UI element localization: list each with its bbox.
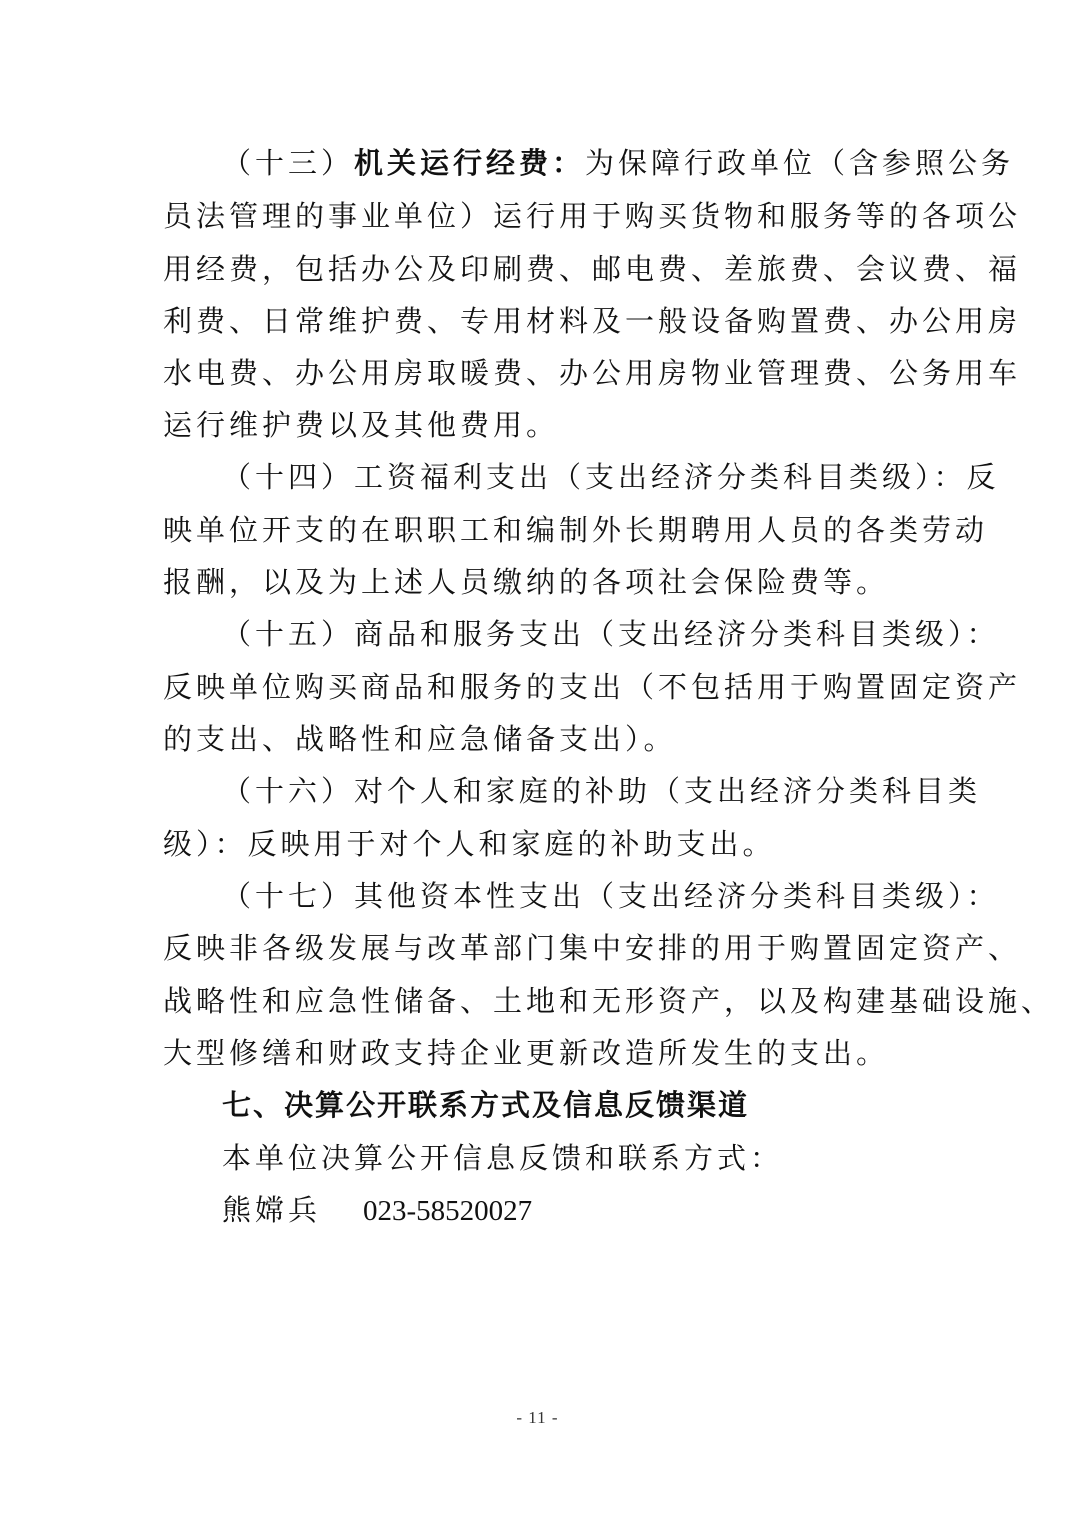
contact-name: 熊嫦兵 [222, 1193, 322, 1227]
p16-line-1: （十六）对个人和家庭的补助（支出经济分类科目类 [222, 774, 982, 808]
p14-line-3: 报酬，以及为上述人员缴纳的各项社会保险费等。 [163, 565, 890, 599]
p15-line-2: 反映单位购买商品和服务的支出（不包括用于购置固定资产 [163, 670, 1022, 704]
p13-line-3: 用经费，包括办公及印刷费、邮电费、差旅费、会议费、福 [163, 252, 1022, 286]
p17-line-1: （十七）其他资本性支出（支出经济分类科目类级）： [222, 879, 1000, 913]
p15-line-1: （十五）商品和服务支出（支出经济分类科目类级）： [222, 617, 1000, 651]
p17-line-2: 反映非各级发展与改革部门集中安排的用于购置固定资产、 [163, 931, 1022, 965]
contact-phone: 023-58520027 [363, 1195, 533, 1227]
p13-prefix: （十三） [222, 146, 355, 180]
p15-line-3: 的支出、战略性和应急储备支出）。 [163, 722, 677, 756]
p13-line-2: 员法管理的事业单位）运行用于购买货物和服务等的各项公 [163, 199, 1022, 233]
p13-line1-rest: 为保障行政单位（含参照公务 [585, 146, 1015, 180]
p13-line-6: 运行维护费以及其他费用。 [163, 408, 560, 442]
section-7-heading: 七、决算公开联系方式及信息反馈渠道 [222, 1088, 750, 1122]
p13-line-1 [222, 145, 1014, 181]
p17-line-3: 战略性和应急性储备、土地和无形资产，以及构建基础设施、 [163, 984, 1055, 1018]
p14-line-2: 映单位开支的在职职工和编制外长期聘用人员的各类劳动 [163, 513, 989, 547]
p17-line-4: 大型修缮和财政支持企业更新改造所发生的支出。 [163, 1036, 890, 1070]
p16-line-2: 级）：反映用于对个人和家庭的补助支出。 [163, 827, 776, 861]
contact-intro: 本单位决算公开信息反馈和联系方式： [222, 1141, 784, 1175]
p14-line-1: （十四）工资福利支出（支出经济分类科目类级）：反 [222, 460, 1000, 494]
contact-line [222, 1192, 532, 1229]
p13-term: 机关运行经费： [354, 146, 586, 180]
page-number: - 11 - [516, 1408, 559, 1427]
p13-line-5: 水电费、办公用房取暖费、办公用房物业管理费、公务用车 [163, 356, 1022, 390]
p13-line-4: 利费、日常维护费、专用材料及一般设备购置费、办公用房 [163, 304, 1022, 338]
